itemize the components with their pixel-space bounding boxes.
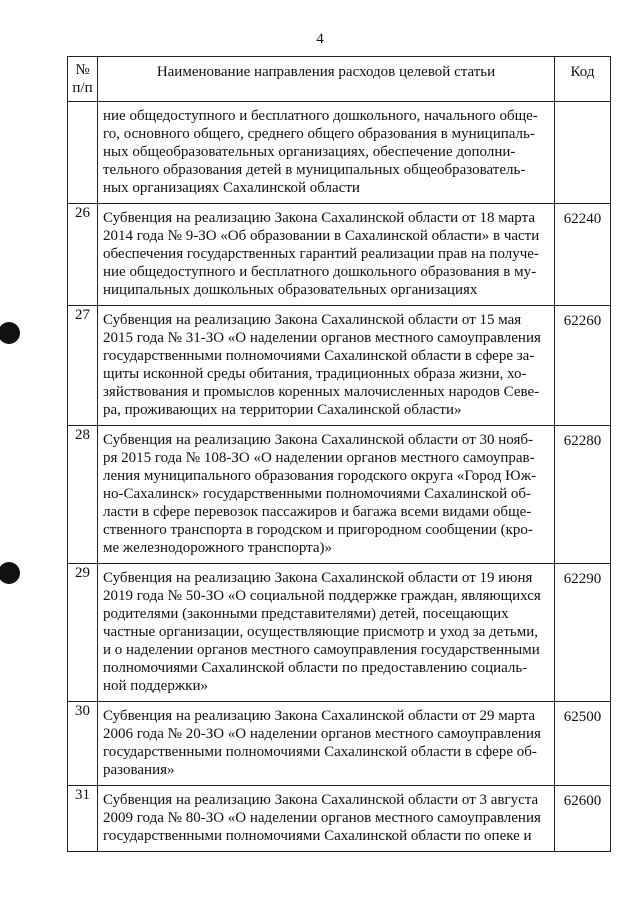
row-description xyxy=(98,204,555,306)
row-code: 62290 xyxy=(555,564,611,702)
description-line: 2014 года № 9-ЗО «Об образовании в Сахалинской области» в части xyxy=(103,228,540,244)
description-line: ря 2015 года № 108-ЗО «О наделении органов местного самоуправ- xyxy=(103,450,535,466)
expense-directions-table xyxy=(67,56,611,852)
header-code: Код xyxy=(555,57,611,102)
description-line: ных организациях Сахалинской области xyxy=(103,180,360,196)
row-number: 30 xyxy=(68,702,98,786)
description-line: но-Сахалинск» государственными полномочиями Сахалинской об- xyxy=(103,486,532,502)
row-number: 27 xyxy=(68,306,98,426)
table-row xyxy=(68,306,611,426)
table-row xyxy=(68,426,611,564)
row-number: 29 xyxy=(68,564,98,702)
row-description xyxy=(98,564,555,702)
description-line: ления муниципального образования городского округа «Город Юж- xyxy=(103,468,537,484)
description-line: ной поддержки» xyxy=(103,678,208,694)
description-line: частные организации, осуществляющие присмотр и уход за детьми, xyxy=(103,624,538,640)
description-line: тельного образования детей в муниципальных общеобразователь- xyxy=(103,162,526,178)
header-number: № п/п xyxy=(68,57,98,102)
header-name: Наименование направления расходов целевой статьи xyxy=(98,57,555,102)
table-row xyxy=(68,102,611,204)
description-line: ние общедоступного и бесплатного дошкольного образования в му- xyxy=(103,264,537,280)
description-line: ра, проживающих на территории Сахалинской области» xyxy=(103,402,462,418)
row-code: 62500 xyxy=(555,702,611,786)
punch-hole-lower xyxy=(0,562,20,584)
description-line: 2015 года № 31-ЗО «О наделении органов местного самоуправления xyxy=(103,330,541,346)
description-line: 2006 года № 20-ЗО «О наделении органов местного самоуправления xyxy=(103,726,541,742)
description-line: ме железнодорожного транспорта)» xyxy=(103,540,333,556)
row-number: 26 xyxy=(68,204,98,306)
row-number: 31 xyxy=(68,786,98,852)
row-number xyxy=(68,102,98,204)
description-line: ниципальных дошкольных образовательных организациях xyxy=(103,282,478,298)
table-row xyxy=(68,702,611,786)
row-code: 62600 xyxy=(555,786,611,852)
page-number: 4 xyxy=(316,31,324,47)
description-line: государственными полномочиями Сахалинской области в сфере об- xyxy=(103,744,537,760)
row-code: 62280 xyxy=(555,426,611,564)
description-line: Субвенция на реализацию Закона Сахалинской области от 15 мая xyxy=(103,312,522,328)
description-line: 2009 года № 80-ЗО «О наделении органов местного самоуправления xyxy=(103,810,541,826)
description-line: родителями (законными представителями) детей, посещающих xyxy=(103,606,509,622)
table-row xyxy=(68,204,611,306)
description-line: обеспечения государственных гарантий реализации прав на получе- xyxy=(103,246,539,262)
description-line: Субвенция на реализацию Закона Сахалинской области от 19 июня xyxy=(103,570,533,586)
description-line: ных общеобразовательных организациях, обеспечение дополни- xyxy=(103,144,516,160)
description-line: Субвенция на реализацию Закона Сахалинской области от 3 августа xyxy=(103,792,539,808)
description-line: разования» xyxy=(103,762,175,778)
row-description xyxy=(98,102,555,204)
description-line: Субвенция на реализацию Закона Сахалинской области от 18 марта xyxy=(103,210,536,226)
row-description xyxy=(98,426,555,564)
description-line: полномочиями Сахалинской области по предоставлению социаль- xyxy=(103,660,528,676)
table-row xyxy=(68,564,611,702)
row-code xyxy=(555,102,611,204)
row-code: 62260 xyxy=(555,306,611,426)
description-line: щиты исконной среды обитания, традиционных образа жизни, хо- xyxy=(103,366,527,382)
description-line: ласти в сфере перевозок пассажиров и багажа всеми видами обще- xyxy=(103,504,532,520)
row-description xyxy=(98,702,555,786)
row-code: 62240 xyxy=(555,204,611,306)
description-line: ние общедоступного и бесплатного дошкольного, начального обще- xyxy=(103,108,538,124)
description-line: государственными полномочиями Сахалинской области по опеке и xyxy=(103,828,532,844)
description-line: государственными полномочиями Сахалинской области в сфере за- xyxy=(103,348,535,364)
row-number: 28 xyxy=(68,426,98,564)
description-line: зяйствования и промыслов коренных малочисленных народов Севе- xyxy=(103,384,540,400)
table-row xyxy=(68,786,611,852)
table-header-row xyxy=(68,57,611,102)
description-line: 2019 года № 50-ЗО «О социальной поддержке граждан, являющихся xyxy=(103,588,541,604)
description-line: и о наделении органов местного самоуправления государственными xyxy=(103,642,540,658)
row-description xyxy=(98,786,555,852)
description-line: ственного транспорта в городском и пригородном сообщении (кро- xyxy=(103,522,533,538)
description-line: Субвенция на реализацию Закона Сахалинской области от 30 нояб- xyxy=(103,432,534,448)
description-line: го, основного общего, среднего общего образования в муниципаль- xyxy=(103,126,535,142)
row-description xyxy=(98,306,555,426)
punch-hole-upper xyxy=(0,322,20,344)
description-line: Субвенция на реализацию Закона Сахалинской области от 29 марта xyxy=(103,708,536,724)
